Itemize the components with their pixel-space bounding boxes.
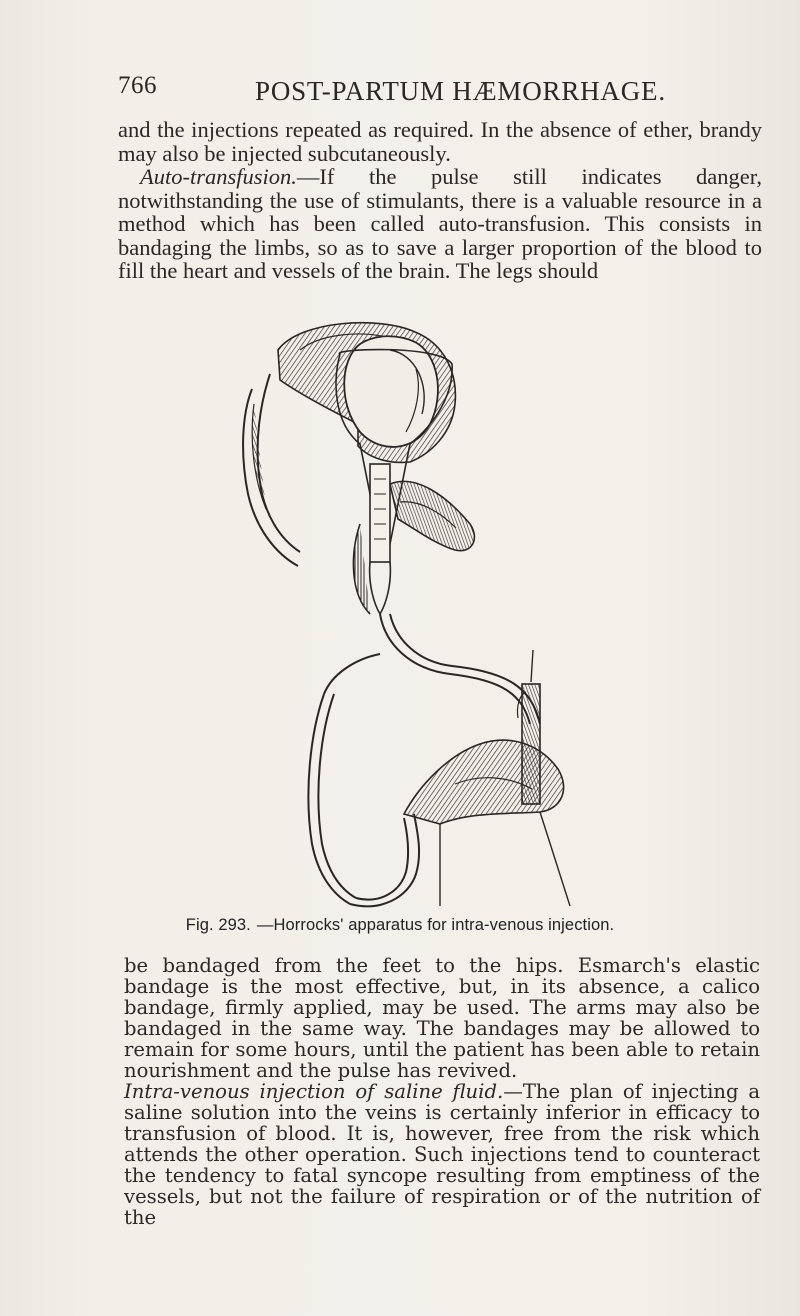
graduated-tube	[370, 464, 391, 614]
figure-illustration	[240, 314, 670, 914]
section-heading-auto-transfusion: Auto-transfusion.	[140, 164, 297, 189]
paragraph-auto-transfusion	[118, 165, 762, 283]
figure-number: Fig. 293.	[185, 916, 251, 934]
paragraph-auto-transfusion-body: —If the pulse still indicates danger, notwithstanding the use of stimulants, there is a valuable resource in a method which has been called auto-transfusion. This consists in bandaging the limbs, so as to save a larger proportion of the blood to fill the heart and vessels of the brain. The legs should	[118, 164, 762, 283]
running-head: POST-PARTUM HÆMORRHAGE.	[255, 76, 666, 106]
paragraph-bandaging: be bandaged from the feet to the hips. Esmarch's elastic bandage is the most effective, but, in its absence, a calico bandage, firmly applied, may be used. The arms may also be bandaged in the same way. The bandages may be allowed to remain for some hours, until the patient has been able to retain nourishment and the pulse has revived.	[124, 954, 760, 1082]
figure-caption	[0, 916, 800, 935]
paragraph-saline-injection-body: —The plan of injecting a saline solution into the veins is certainly inferior in efficacy to transfusion of blood. It is, however, free from the risk which attends the other operation. Such injections tend to counteract the tendency to fatal syncope resulting from emptiness of the vessels, but not the failure of respiration or of the nutrition of the	[124, 1080, 761, 1229]
top-text-block	[118, 118, 762, 283]
horrocks-apparatus-engraving	[240, 314, 670, 914]
paragraph-continuation: and the injections repeated as required. In the absence of ether, brandy may also be injected subcutaneously.	[118, 117, 762, 166]
page-number: 766	[118, 72, 157, 99]
bottom-text-block	[124, 955, 760, 1228]
paragraph-saline-injection	[124, 1081, 760, 1228]
clamp-junction	[404, 740, 570, 906]
page-header	[118, 72, 678, 112]
section-heading-saline-injection: Intra-venous injection of saline fluid.	[124, 1080, 504, 1103]
figure-caption-text: —Horrocks' apparatus for intra-venous injection.	[256, 916, 615, 934]
